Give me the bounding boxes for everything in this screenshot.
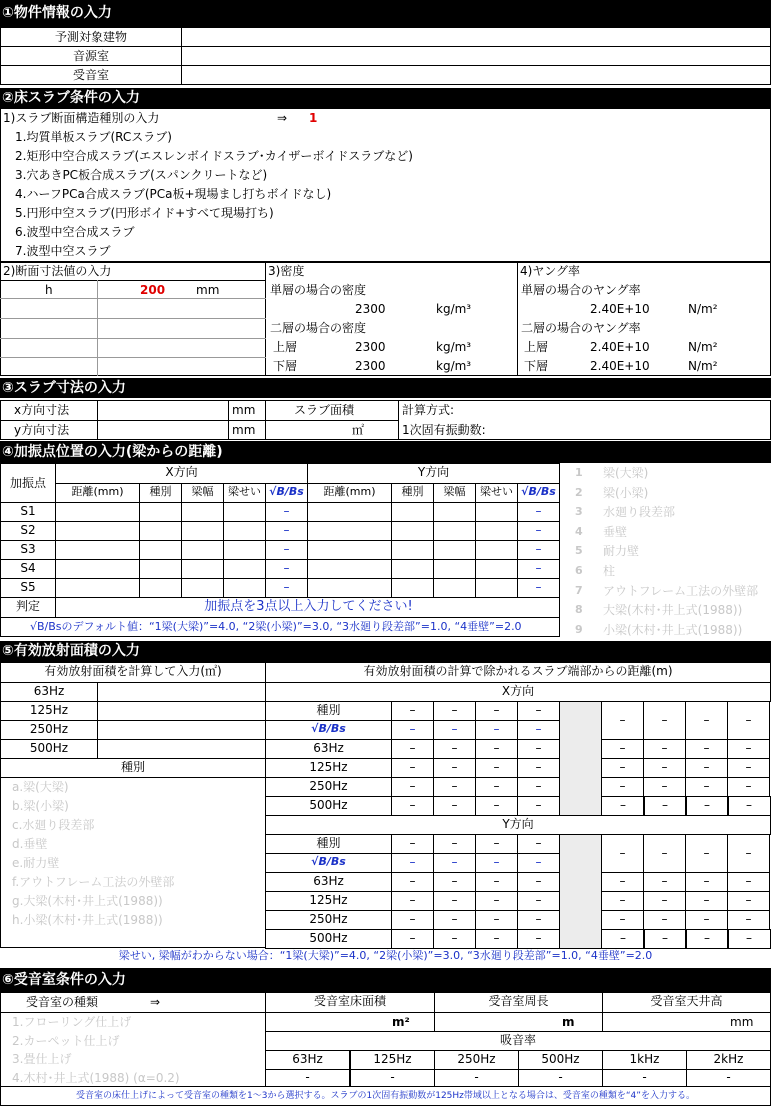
edge-cell[interactable]: – [727, 777, 770, 797]
edge-row-label: 250Hz [265, 910, 392, 930]
section-3-title: ③スラブ寸法の入力 [0, 378, 771, 398]
edge-cell[interactable]: – [517, 777, 560, 797]
edge-row-label: 250Hz [265, 777, 392, 797]
edge-cell[interactable]: – [517, 929, 560, 949]
density-single-label: 単層の場合の密度 [270, 283, 367, 297]
point-input[interactable] [307, 521, 392, 541]
sqrt-cell: – [265, 521, 308, 541]
point-input[interactable] [433, 559, 476, 579]
edge-row-label: 種別 [265, 701, 392, 721]
edge-row-label: 種別 [265, 834, 392, 854]
effective-area-input[interactable] [97, 701, 266, 721]
point-input[interactable] [139, 521, 182, 541]
point-input[interactable] [475, 559, 518, 579]
edge-cell[interactable]: – [433, 929, 476, 949]
young-lower-value[interactable]: 2.40E+10 [590, 359, 650, 373]
young-title: 4)ヤング率 [520, 264, 580, 278]
point-input[interactable] [307, 540, 392, 560]
kind-option: g.大梁(木村･井上式(1988)) [12, 894, 163, 908]
edge-cell[interactable]: – [391, 739, 434, 759]
absorption-value: - [602, 1069, 687, 1087]
density-unit: kg/m³ [436, 302, 472, 316]
edge-row-label: 500Hz [265, 929, 392, 949]
edge-cell: – [433, 720, 476, 740]
edge-cell[interactable]: – [727, 872, 770, 892]
edge-cell[interactable]: – [433, 758, 476, 778]
point-input[interactable] [433, 521, 476, 541]
edge-cell[interactable]: – [433, 834, 476, 854]
judge-label: 判定 [0, 597, 56, 618]
edge-cell[interactable]: – [517, 891, 560, 911]
edge-cell[interactable]: – [475, 701, 518, 721]
point-input[interactable] [223, 540, 266, 560]
density-lower-unit: kg/m³ [436, 359, 472, 373]
young-lower-label: 下層 [524, 359, 549, 373]
arrow-icon: ⇒ [277, 111, 288, 125]
density-lower-value[interactable]: 2300 [355, 359, 386, 373]
sqrt-cell: – [517, 502, 560, 522]
density-upper-label: 上層 [273, 340, 298, 354]
edge-cell[interactable]: – [685, 910, 728, 930]
room-floor_area-header: 受音室床面積 [265, 992, 435, 1013]
absorption-freq: 250Hz [434, 1050, 519, 1070]
kind-option: c.水廻り段差部 [12, 818, 95, 832]
edge-cell[interactable]: – [643, 777, 686, 797]
y-dim-unit: mm [232, 423, 256, 437]
point-row-label: S5 [0, 578, 56, 598]
edge-cell: – [391, 720, 434, 740]
edge-cell[interactable]: – [601, 777, 644, 797]
absorption-value: - [434, 1069, 519, 1087]
edge-cell[interactable]: – [433, 796, 476, 816]
edge-cell-merged[interactable]: – [643, 834, 686, 873]
edge-cell[interactable]: – [391, 701, 434, 721]
slab-type-option: 7.波型中空スラブ [15, 244, 111, 258]
point-input[interactable] [475, 540, 518, 560]
effective-area-header: 有効放射面積を計算して入力(㎡) [0, 662, 266, 683]
legend-number: 6 [575, 564, 583, 577]
edge-cell[interactable]: – [433, 777, 476, 797]
section-4-title: ④加振点位置の入力(梁からの距離) [0, 441, 771, 463]
legend-number: 4 [575, 524, 583, 538]
edge-cell[interactable]: – [517, 701, 560, 721]
young-single-label: 単層の場合のヤング率 [521, 283, 641, 297]
point-input[interactable] [475, 502, 518, 522]
point-input[interactable] [223, 521, 266, 541]
room-kind-option: 4.木村･井上式(1988) (α=0.2) [12, 1070, 180, 1085]
edge-cell-merged[interactable]: – [685, 834, 728, 873]
judge-message: 加振点を3点以上入力してください! [204, 599, 413, 614]
h-unit: mm [196, 283, 220, 297]
edge-row-label: 63Hz [265, 872, 392, 892]
edge-cell[interactable]: – [517, 739, 560, 759]
beam-default-note: 梁せい, 梁幅がわからない場合：“1梁(大梁)”=4.0, “2梁(小梁)”=3.0, “3水廻り段差部”=1.0, “4垂壁”=2.0 [118, 949, 653, 962]
edge-cell-merged[interactable]: – [727, 701, 770, 740]
point-input[interactable] [181, 578, 224, 598]
arrow-icon: ⇒ [150, 995, 161, 1009]
sqrt-cell: – [265, 540, 308, 560]
point-input[interactable] [139, 502, 182, 522]
edge-cell[interactable]: – [475, 739, 518, 759]
point-input[interactable] [433, 502, 476, 522]
edge-cell-merged[interactable]: – [727, 834, 770, 873]
point-input[interactable] [391, 540, 434, 560]
edge-cell[interactable]: – [727, 796, 771, 816]
section-2-title: ②床スラブ条件の入力 [0, 88, 771, 108]
point-input[interactable] [181, 502, 224, 522]
room-kind-option: 3.畳仕上げ [12, 1052, 72, 1066]
sqrt-cell: – [265, 502, 308, 522]
point-input[interactable] [181, 521, 224, 541]
legend-number: 3 [575, 505, 583, 519]
edge-cell[interactable]: – [517, 834, 560, 854]
sqrt-b-bs-label: √B/Bs [265, 853, 392, 873]
edge-cell[interactable]: – [643, 796, 687, 816]
column-header: 種別 [391, 483, 434, 503]
absorption-value: - [686, 1069, 771, 1087]
legend-number: 2 [575, 485, 583, 499]
y-direction-header: Y方向 [307, 463, 560, 484]
point-row-label: S4 [0, 559, 56, 579]
edge-cell[interactable]: – [517, 872, 560, 892]
slab-type-value[interactable]: 1 [309, 111, 318, 125]
point-input[interactable] [433, 578, 476, 598]
edge-cell[interactable]: – [517, 758, 560, 778]
edge-cell[interactable]: – [601, 929, 645, 949]
sqrt-cell: – [265, 578, 308, 598]
m2-unit: m² [392, 1015, 410, 1029]
sqrt-cell: – [517, 578, 560, 598]
sqrt-b-bs-header: √B/Bs [517, 483, 560, 503]
edge-row-label: 63Hz [265, 739, 392, 759]
edge-cell[interactable]: – [433, 701, 476, 721]
edge-cell: – [517, 853, 560, 873]
edge-cell[interactable]: – [391, 796, 434, 816]
edge-cell[interactable]: – [601, 739, 644, 759]
section-1-title: ①物件情報の入力 [0, 0, 771, 27]
column-header: 梁幅 [181, 483, 224, 503]
edge-cell[interactable]: – [433, 910, 476, 930]
room-kind-option: 1.フローリング仕上げ [12, 1015, 132, 1029]
slab-type-option: 4.ハーフPCa合成スラブ(PCa板+現場まし打ちボイドなし) [15, 187, 332, 201]
kind-option: a.梁(大梁) [12, 780, 69, 794]
edge-cell: – [475, 853, 518, 873]
effective-area-input[interactable] [97, 682, 266, 702]
sqrt-cell: – [517, 559, 560, 579]
freq-label: 63Hz [0, 682, 98, 702]
edge-row-label: 125Hz [265, 758, 392, 778]
point-input[interactable] [181, 559, 224, 579]
sqrt-cell: – [517, 521, 560, 541]
point-input[interactable] [223, 578, 266, 598]
slab-area-label: スラブ面積 [294, 403, 355, 417]
legend-number: 1 [575, 466, 583, 479]
density-title: 3)密度 [268, 264, 305, 278]
freq-label: 125Hz [0, 701, 98, 721]
point-input[interactable] [55, 502, 140, 522]
column-header: 梁幅 [433, 483, 476, 503]
edge-cell[interactable]: – [391, 929, 434, 949]
point-input[interactable] [223, 502, 266, 522]
slab-type-option: 3.穴あきPC板合成スラブ(スパンクリートなど) [15, 168, 268, 182]
section-6-title: ⑥受音室条件の入力 [0, 968, 771, 992]
absorption-freq: 1kHz [602, 1050, 687, 1070]
edge-cell[interactable]: – [643, 739, 686, 759]
slab-type-option: 6.波型中空合成スラブ [15, 225, 135, 239]
point-input[interactable] [391, 521, 434, 541]
kind-option: h.小梁(木村･井上式(1988)) [12, 913, 163, 927]
room-kind-option: 2.カーペット仕上げ [12, 1033, 120, 1048]
slab-type-question: 1)スラブ断面構造種別の入力 [3, 111, 160, 125]
young-upper-value[interactable]: 2.40E+10 [590, 340, 650, 354]
x-dim-label: x方向寸法 [14, 403, 70, 417]
kind-option: e.耐力壁 [12, 856, 60, 870]
mm-unit: mm [730, 1015, 754, 1029]
effective-area-input[interactable] [97, 739, 266, 759]
edge-cell[interactable]: – [475, 910, 518, 930]
edge-cell[interactable]: – [685, 777, 728, 797]
absorption-freq: 125Hz [350, 1050, 435, 1070]
point-input[interactable] [391, 502, 434, 522]
legend-number: 5 [575, 544, 583, 558]
legend-number: 9 [575, 622, 583, 636]
edge-cell-merged[interactable]: – [685, 701, 728, 740]
edge-cell[interactable]: – [517, 910, 560, 930]
edge-cell: – [391, 853, 434, 873]
point-input[interactable] [391, 578, 434, 598]
edge-cell[interactable]: – [727, 910, 770, 930]
column-header: 距離(mm) [55, 483, 140, 503]
point-row-label: S3 [0, 540, 56, 560]
legend-label: 水廻り段差部 [603, 505, 676, 520]
room-perim-header: 受音室周長 [434, 992, 603, 1013]
point-input[interactable] [55, 559, 140, 579]
absorption-freq: 63Hz [265, 1050, 350, 1070]
y-dim-label: y方向寸法 [14, 423, 70, 437]
kind-header: 種別 [0, 758, 266, 778]
legend-label: 柱 [603, 564, 616, 578]
sqrt-cell: – [265, 559, 308, 579]
edge-cell[interactable]: – [601, 796, 645, 816]
edge-cell[interactable]: – [727, 891, 770, 911]
edge-cell-merged[interactable]: – [601, 834, 644, 873]
legend-label: 大梁(木村･井上式(1988)) [603, 603, 743, 618]
point-input[interactable] [181, 540, 224, 560]
edge-cell[interactable]: – [685, 796, 729, 816]
edge-cell[interactable]: – [727, 739, 770, 759]
room-kind-label: 受音室の種類 [26, 995, 99, 1009]
density-double-label: 二層の場合の密度 [270, 321, 367, 335]
edge-cell[interactable]: – [475, 891, 518, 911]
kind-option: d.垂壁 [12, 837, 48, 851]
edge-cell[interactable]: – [685, 758, 728, 778]
edge-cell[interactable]: – [685, 739, 728, 759]
section-5-title: ⑤有効放射面積の入力 [0, 641, 771, 662]
legend-number: 7 [575, 583, 583, 597]
edge-distance-header: 有効放射面積の計算で除かれるスラブ端部からの距離(m) [265, 662, 771, 683]
young-lower-unit: N/m² [688, 359, 718, 373]
edge-cell[interactable]: – [391, 758, 434, 778]
young-upper-label: 上層 [524, 340, 549, 354]
edge-cell[interactable]: – [727, 758, 770, 778]
edge-cell[interactable]: – [475, 929, 518, 949]
sqrt-b-bs-header: √B/Bs [265, 483, 308, 503]
edge-cell[interactable]: – [685, 891, 728, 911]
density-upper-unit: kg/m³ [436, 340, 472, 354]
property-input[interactable] [181, 46, 771, 66]
sqrt-b-bs-label: √B/Bs [265, 720, 392, 740]
point-row-label: S1 [0, 502, 56, 522]
edge-cell[interactable]: – [433, 891, 476, 911]
edge-row-label: 125Hz [265, 891, 392, 911]
point-input[interactable] [475, 578, 518, 598]
edge-cell[interactable]: – [475, 777, 518, 797]
absorption-header: 吸音率 [265, 1031, 771, 1051]
property-label: 予測対象建物 [0, 27, 182, 47]
edge-cell: – [475, 720, 518, 740]
legend-number: 8 [575, 603, 583, 617]
x-direction-header: X方向 [55, 463, 308, 484]
legend-label: 小梁(木村･井上式(1988)) [603, 622, 743, 637]
absorption-value: - [518, 1069, 603, 1087]
direction-header: X方向 [265, 682, 771, 702]
edge-cell[interactable]: – [391, 891, 434, 911]
point-input[interactable] [307, 559, 392, 579]
legend-label: 垂壁 [603, 524, 628, 539]
direction-header: Y方向 [265, 815, 771, 835]
point-input[interactable] [55, 578, 140, 598]
edge-cell: – [517, 720, 560, 740]
slab-type-option: 1.均質単板スラブ(RCスラブ) [15, 130, 172, 144]
kind-option: f.アウトフレーム工法の外壁部 [12, 875, 175, 889]
edge-cell[interactable]: – [643, 929, 687, 949]
edge-cell[interactable]: – [601, 758, 644, 778]
density-upper-value[interactable]: 2300 [355, 340, 386, 354]
calc-method-label: 計算方式: [402, 403, 455, 417]
perimeter-input[interactable] [434, 1012, 603, 1032]
edge-cell[interactable]: – [475, 834, 518, 854]
shaded-column [559, 701, 602, 816]
edge-cell[interactable]: – [475, 758, 518, 778]
legend-label: 梁(小梁) [603, 485, 649, 500]
slab-area-unit: ㎡ [352, 423, 365, 437]
h-value[interactable]: 200 [140, 283, 166, 297]
slab-type-option: 5.円形中空スラブ(円形ボイド+すべて現場打ち) [15, 206, 274, 220]
edge-cell[interactable]: – [433, 739, 476, 759]
column-header: 距離(mm) [307, 483, 392, 503]
edge-cell[interactable]: – [643, 758, 686, 778]
edge-cell[interactable]: – [685, 872, 728, 892]
property-input[interactable] [181, 65, 771, 85]
property-input[interactable] [181, 27, 771, 47]
density-lower-label: 下層 [273, 359, 298, 373]
effective-area-input[interactable] [97, 720, 266, 740]
edge-cell[interactable]: – [391, 834, 434, 854]
edge-cell[interactable]: – [601, 872, 644, 892]
point-input[interactable] [307, 578, 392, 598]
edge-cell[interactable]: – [643, 910, 686, 930]
freq-label: 250Hz [0, 720, 98, 740]
slab-type-option: 2.矩形中空合成スラブ(エスレンボイドスラブ･カイザーボイドスラブなど) [15, 149, 413, 163]
point-input[interactable] [433, 540, 476, 560]
point-input[interactable] [391, 559, 434, 579]
legend-label: 耐力壁 [603, 544, 640, 559]
edge-cell[interactable]: – [391, 777, 434, 797]
property-label: 受音室 [0, 65, 182, 85]
point-input[interactable] [55, 521, 140, 541]
edge-row-label: 500Hz [265, 796, 392, 816]
column-header: 梁せい [475, 483, 518, 503]
edge-cell[interactable]: – [475, 796, 518, 816]
edge-cell[interactable]: – [475, 872, 518, 892]
young-double-label: 二層の場合のヤング率 [521, 321, 641, 335]
young-single-value[interactable]: 2.40E+10 [590, 302, 650, 316]
edge-cell[interactable]: – [391, 910, 434, 930]
point-input[interactable] [139, 578, 182, 598]
edge-cell[interactable]: – [433, 872, 476, 892]
absorption-freq: 2kHz [686, 1050, 771, 1070]
point-input[interactable] [55, 540, 140, 560]
natural-freq-label: 1次固有振動数: [402, 423, 486, 437]
legend-label: アウトフレーム工法の外壁部 [603, 583, 759, 598]
point-input[interactable] [475, 521, 518, 541]
dim-title: 2)断面寸法値の入力 [3, 264, 112, 278]
edge-cell[interactable]: – [643, 891, 686, 911]
absorption-freq: 500Hz [518, 1050, 603, 1070]
point-input[interactable] [139, 540, 182, 560]
edge-cell[interactable]: – [391, 872, 434, 892]
edge-cell[interactable]: – [601, 891, 644, 911]
point-input[interactable] [223, 559, 266, 579]
absorption-value: - [350, 1069, 435, 1087]
edge-cell[interactable]: – [643, 872, 686, 892]
legend-label: 梁(大梁) [603, 466, 649, 480]
property-label: 音源室 [0, 46, 182, 66]
point-header: 加振点 [0, 463, 56, 503]
density-single-value[interactable]: 2300 [355, 302, 386, 316]
edge-cell-merged[interactable]: – [643, 701, 686, 740]
edge-cell: – [433, 853, 476, 873]
point-input[interactable] [307, 502, 392, 522]
shaded-column [559, 834, 602, 949]
edge-cell[interactable]: – [601, 910, 644, 930]
kind-option: b.梁(小梁) [12, 799, 69, 813]
room-height-header: 受音室天井高 [602, 992, 771, 1013]
h-label: h [45, 283, 53, 297]
point-row-label: S2 [0, 521, 56, 541]
sqrt-cell: – [517, 540, 560, 560]
sqrt-default-note: √B/Bsのデフォルト値：“1梁(大梁)”=4.0, “2梁(小梁)”=3.0, “3水廻り段差部”=1.0, “4垂壁”=2.0 [30, 620, 522, 633]
edge-cell[interactable]: – [685, 929, 729, 949]
young-unit: N/m² [688, 302, 718, 316]
freq-label: 500Hz [0, 739, 98, 759]
room-type-note: 受音室の床仕上げによって受音室の種類を1〜3から選択する。スラブの1次固有振動数が125Hz帯域以上となる場合は、受音室の種類を“4”を入力する。 [76, 1091, 695, 1101]
edge-cell[interactable]: – [727, 929, 771, 949]
point-input[interactable] [139, 559, 182, 579]
edge-cell[interactable]: – [517, 796, 560, 816]
m-unit: m [562, 1015, 575, 1029]
edge-cell-merged[interactable]: – [601, 701, 644, 740]
column-header: 梁せい [223, 483, 266, 503]
x-dim-unit: mm [232, 403, 256, 417]
young-upper-unit: N/m² [688, 340, 718, 354]
absorption-value: - [265, 1069, 350, 1087]
column-header: 種別 [139, 483, 182, 503]
